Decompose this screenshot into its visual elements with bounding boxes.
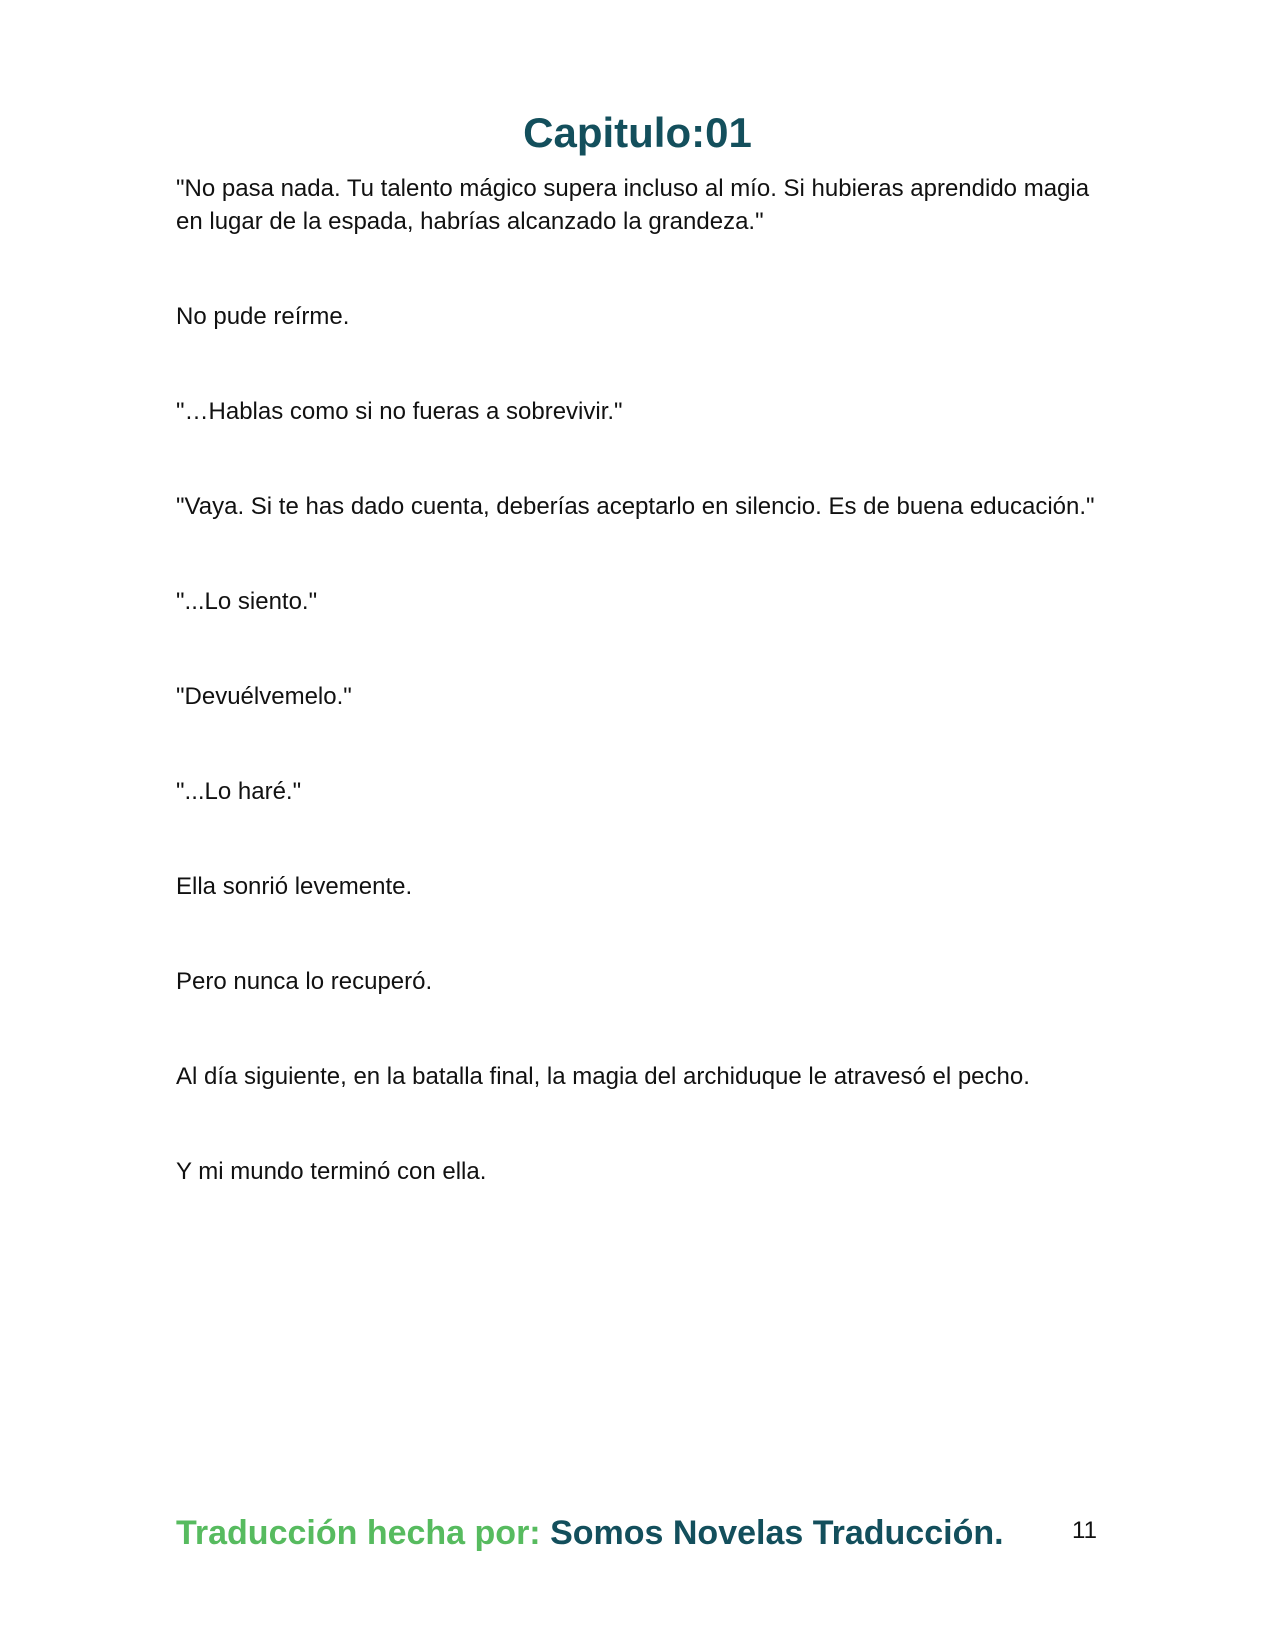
paragraph: "...Lo siento." (176, 588, 318, 615)
page-number: 11 (1072, 1517, 1097, 1544)
credit-label: Traducción hecha por: (176, 1514, 551, 1552)
paragraph: "…Hablas como si no fueras a sobrevivir." (176, 398, 623, 425)
credit-name: Somos Novelas Traducción. (550, 1514, 1004, 1552)
paragraph: Y mi mundo terminó con ella. (176, 1158, 487, 1185)
chapter-title: Capitulo:01 (523, 109, 752, 156)
chapter-body (176, 172, 1096, 1250)
paragraph: "No pasa nada. Tu talento mágico supera incluso al mío. Si hubieras aprendido magia en lugar de la espada, habrías alcanzado la grandeza." (176, 175, 1090, 235)
paragraph: Ella sonrió levemente. (176, 873, 413, 900)
paragraph: Al día siguiente, en la batalla final, la magia del archiduque le atravesó el pecho. (176, 1063, 1030, 1090)
paragraph: "...Lo haré." (176, 778, 302, 805)
paragraph: "Devuélvemelo." (176, 683, 352, 710)
paragraph: Pero nunca lo recuperó. (176, 968, 433, 995)
paragraph: No pude reírme. (176, 303, 350, 330)
translation-credit (176, 1512, 1004, 1554)
paragraph: "Vaya. Si te has dado cuenta, deberías aceptarlo en silencio. Es de buena educación." (176, 493, 1095, 520)
